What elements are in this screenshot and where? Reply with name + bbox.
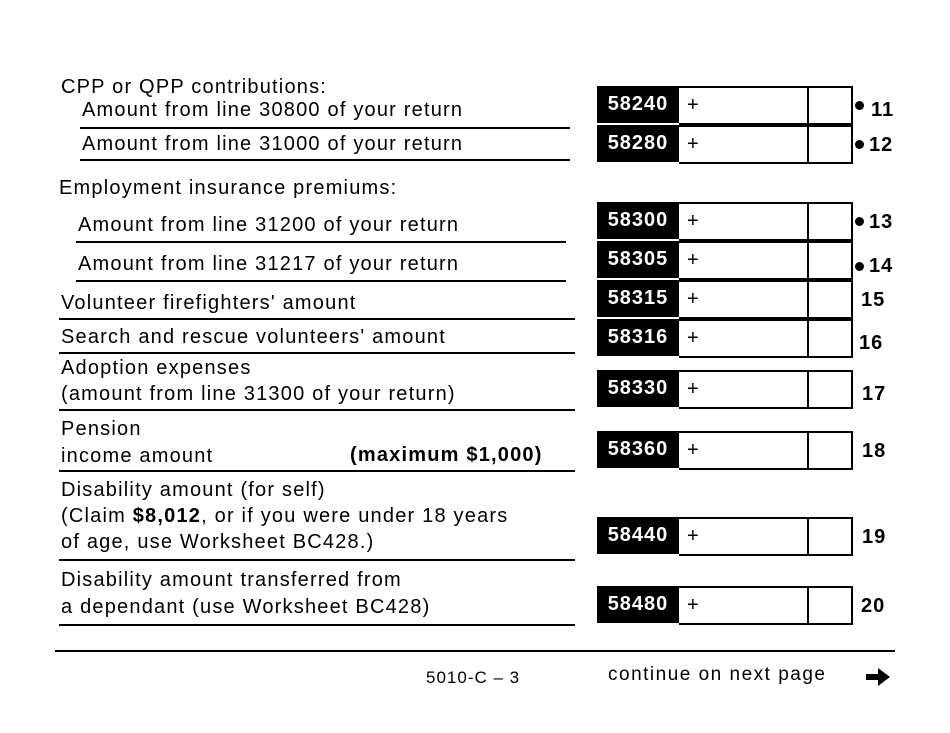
line-number-16: 16: [859, 332, 884, 354]
divider: [59, 352, 575, 354]
plus-sign: +: [687, 439, 699, 461]
text-fragment: (Claim: [61, 505, 133, 527]
line-19-label-2: [61, 504, 508, 528]
bullet-icon: [855, 140, 864, 149]
line-16-input[interactable]: [679, 319, 853, 358]
code-58240: 58240: [597, 86, 679, 123]
footer-rule: [55, 650, 895, 652]
ei-heading: Employment insurance premiums:: [59, 177, 398, 199]
pension-maximum: (maximum $1,000): [350, 444, 543, 466]
plus-sign: +: [687, 249, 699, 271]
plus-sign: +: [687, 327, 699, 349]
cents-divider: [807, 588, 809, 623]
line-17-label-2: (amount from line 31300 of your return): [61, 383, 456, 405]
cents-divider: [807, 372, 809, 407]
line-14-label: Amount from line 31217 of your return: [78, 253, 460, 275]
line-17-label-1: Adoption expenses: [61, 357, 252, 379]
cents-divider: [807, 204, 809, 239]
line-number-14: 14: [869, 255, 894, 277]
line-12-input[interactable]: [679, 125, 853, 164]
line-15-input[interactable]: [679, 280, 853, 319]
continue-text: continue on next page: [608, 664, 827, 685]
bullet-icon: [855, 101, 864, 110]
code-58480: 58480: [597, 586, 679, 623]
plus-sign: +: [687, 210, 699, 232]
text-fragment: , or if you were under 18 years: [201, 505, 509, 527]
line-number-17: 17: [862, 383, 887, 405]
plus-sign: +: [687, 133, 699, 155]
line-13-label: Amount from line 31200 of your return: [78, 214, 460, 236]
code-58440: 58440: [597, 517, 679, 554]
bullet-icon: [855, 262, 864, 271]
line-11-label: Amount from line 30800 of your return: [82, 99, 464, 121]
code-58330: 58330: [597, 370, 679, 407]
bullet-icon: [855, 217, 864, 226]
disability-claim-amount: $8,012: [132, 505, 202, 527]
line-number-18: 18: [862, 440, 887, 462]
line-18-input[interactable]: [679, 431, 853, 470]
cpp-heading: CPP or QPP contributions:: [61, 76, 328, 98]
code-58300: 58300: [597, 202, 679, 239]
page-identifier: 5010-C – 3: [426, 668, 521, 687]
code-58316: 58316: [597, 319, 679, 356]
line-17-input[interactable]: [679, 370, 853, 409]
divider: [59, 559, 575, 561]
divider: [59, 318, 575, 320]
divider: [80, 127, 570, 129]
code-58360: 58360: [597, 431, 679, 468]
divider: [80, 159, 570, 161]
line-number-20: 20: [861, 595, 886, 617]
code-58305: 58305: [597, 241, 679, 278]
line-20-label-1: Disability amount transferred from: [61, 569, 402, 591]
line-11-input[interactable]: [679, 86, 853, 125]
line-number-19: 19: [862, 526, 887, 548]
divider: [59, 470, 575, 472]
line-number-13: 13: [869, 211, 894, 233]
code-58315: 58315: [597, 280, 679, 317]
line-19-label-3: of age, use Worksheet BC428.): [61, 531, 375, 553]
line-number-15: 15: [861, 289, 886, 311]
line-12-label: Amount from line 31000 of your return: [82, 133, 464, 155]
cents-divider: [807, 282, 809, 317]
plus-sign: +: [687, 94, 699, 116]
cents-divider: [807, 433, 809, 468]
plus-sign: +: [687, 525, 699, 547]
cents-divider: [807, 243, 809, 278]
line-15-label: Volunteer firefighters' amount: [61, 292, 357, 314]
line-18-label-1: Pension: [61, 418, 142, 440]
line-number-11: 11: [871, 99, 895, 121]
divider: [76, 241, 566, 243]
divider: [59, 409, 575, 411]
line-19-input[interactable]: [679, 517, 853, 556]
line-16-label: Search and rescue volunteers' amount: [61, 326, 446, 348]
line-18-label-2: income amount: [61, 445, 214, 467]
divider: [59, 624, 575, 626]
cents-divider: [807, 127, 809, 162]
line-19-label-1: Disability amount (for self): [61, 479, 326, 501]
cents-divider: [807, 88, 809, 123]
cents-divider: [807, 519, 809, 554]
code-58280: 58280: [597, 125, 679, 162]
plus-sign: +: [687, 288, 699, 310]
plus-sign: +: [687, 378, 699, 400]
line-number-12: 12: [869, 134, 894, 156]
line-20-input[interactable]: [679, 586, 853, 625]
divider: [76, 280, 566, 282]
arrow-right-icon: [864, 666, 892, 688]
plus-sign: +: [687, 594, 699, 616]
line-14-input[interactable]: [679, 241, 853, 280]
line-13-input[interactable]: [679, 202, 853, 241]
cents-divider: [807, 321, 809, 356]
line-20-label-2: a dependant (use Worksheet BC428): [61, 596, 431, 618]
